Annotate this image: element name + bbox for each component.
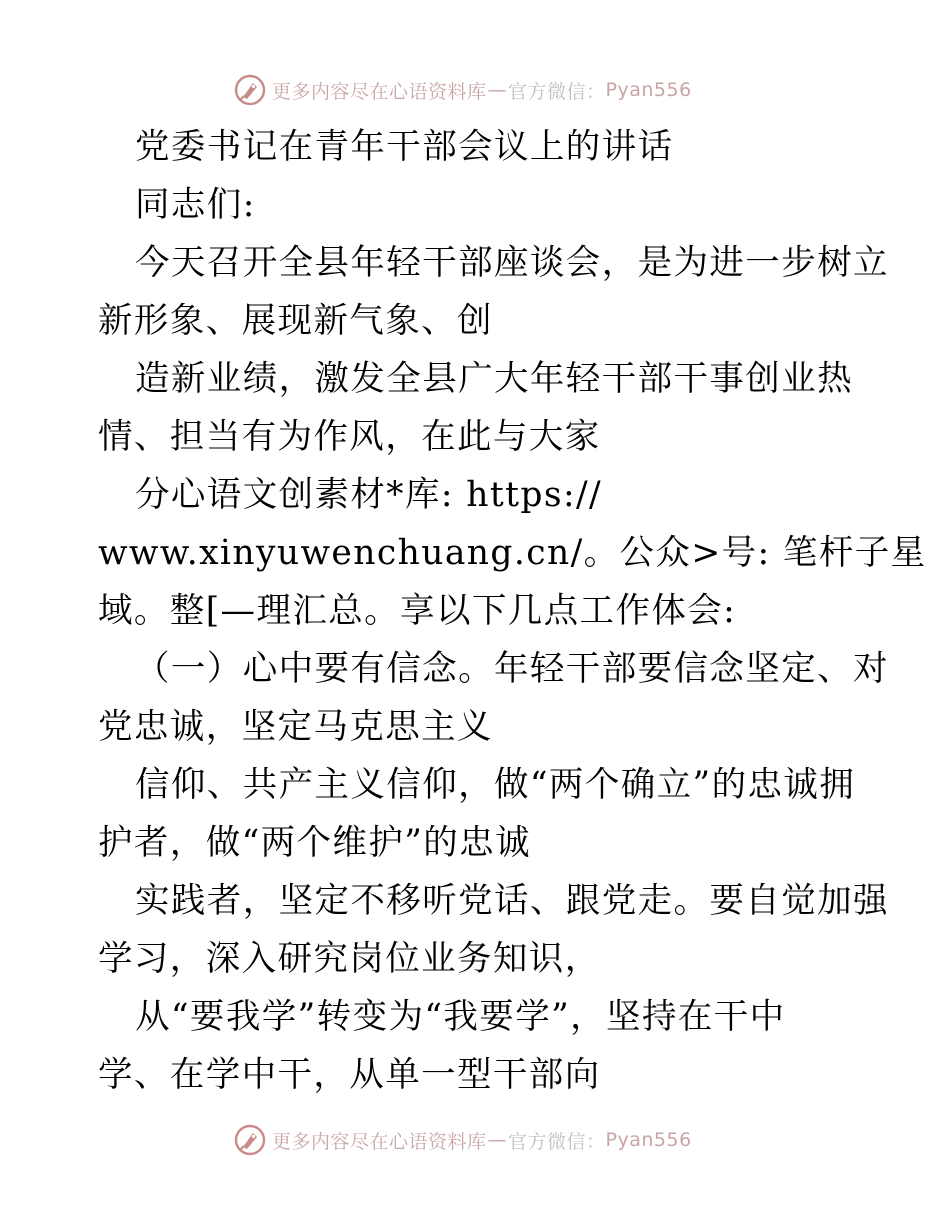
section-heading-line: （一）心中要有信念。年轻干部要信念坚定、对 bbox=[135, 649, 889, 689]
watermark-official-label: 官方微信： bbox=[508, 80, 606, 103]
watermark-official-label: 官方微信： bbox=[508, 1130, 606, 1153]
watermark-dash: — bbox=[487, 1129, 508, 1151]
watermark-site-text: 更多内容尽在心语资料库 bbox=[272, 80, 487, 103]
text-line: 护者，做“两个维护”的忠诚 bbox=[98, 823, 531, 863]
text-line: 学习，深入研究岗位业务知识， bbox=[98, 939, 601, 979]
text-line: 新形象、展现新气象、创 bbox=[98, 301, 493, 341]
text-line: 信仰、共产主义信仰，做“两个确立”的忠诚拥 bbox=[135, 765, 856, 805]
text-line: 从“要我学”转变为“我要学”，坚持在干中 bbox=[135, 997, 786, 1037]
text-line: www.xinyuwenchuang.cn/。公众>号: 笔杆子星 bbox=[98, 533, 927, 573]
text-line: 分心语文创素材*库: https:// bbox=[135, 475, 603, 515]
watermark-wechat-handle: Pyan556 bbox=[605, 79, 692, 101]
watermark-dash: — bbox=[487, 79, 508, 101]
text-line: 党忠诚，坚定马克思主义 bbox=[98, 707, 493, 747]
salutation: 同志们: bbox=[135, 185, 256, 225]
pen-nib-logo-icon bbox=[234, 1124, 266, 1156]
watermark-site-text: 更多内容尽在心语资料库 bbox=[272, 1130, 487, 1153]
text-line: 学、在学中干，从单一型干部向 bbox=[98, 1055, 601, 1095]
footer-watermark bbox=[234, 1122, 692, 1158]
text-line: 情、担当有为作风，在此与大家 bbox=[98, 417, 601, 457]
text-line: 造新业绩，激发全县广大年轻干部干事创业热 bbox=[135, 359, 853, 399]
watermark-wechat-handle: Pyan556 bbox=[605, 1129, 692, 1151]
text-line: 实践者，坚定不移听党话、跟党走。要自觉加强 bbox=[135, 881, 889, 921]
text-line: 域。整[—理汇总。享以下几点工作体会: bbox=[98, 591, 737, 631]
text-line: 今天召开全县年轻干部座谈会，是为进一步树立 bbox=[135, 243, 889, 283]
document-title: 党委书记在青年干部会议上的讲话 bbox=[135, 127, 674, 167]
